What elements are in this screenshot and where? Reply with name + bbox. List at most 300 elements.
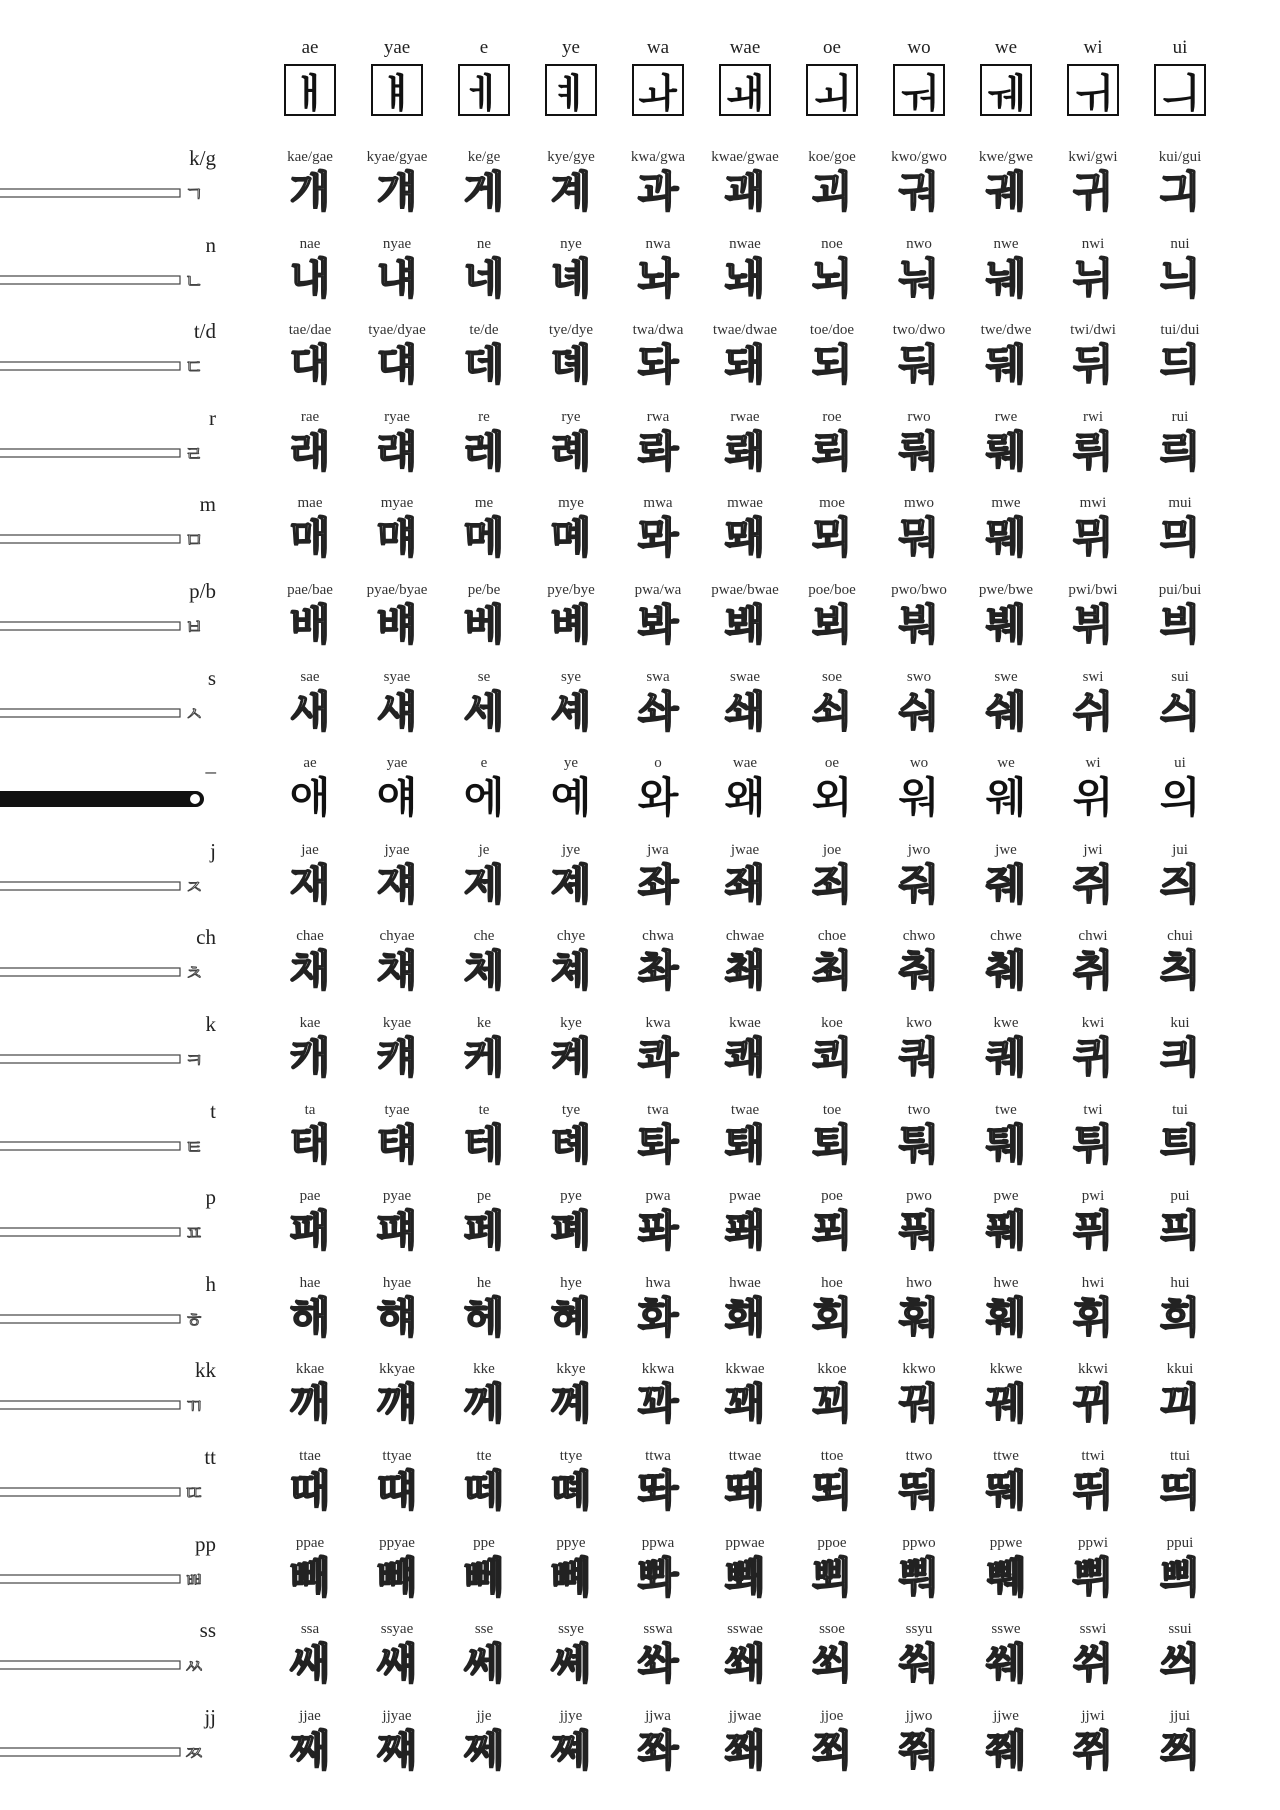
syllable-glyph: 즤 bbox=[1159, 859, 1201, 909]
syllable-glyph: 의 bbox=[1159, 773, 1201, 823]
syllable-romanization: nyae bbox=[382, 235, 412, 252]
syllable-glyph: 쎼 bbox=[550, 1639, 592, 1689]
syllable-cell bbox=[612, 1274, 704, 1344]
syllable-romanization: ssui bbox=[1168, 1621, 1192, 1638]
syllable-romanization: jwa bbox=[647, 841, 669, 858]
syllable-romanization: jjwae bbox=[728, 1707, 762, 1724]
syllable-cell bbox=[873, 927, 965, 997]
syllable-cell bbox=[1047, 754, 1139, 824]
syllable-cell bbox=[351, 148, 443, 218]
syllable-romanization: swa bbox=[646, 668, 670, 685]
syllable-cell bbox=[1134, 1274, 1226, 1344]
syllable-romanization: ssoe bbox=[819, 1621, 845, 1638]
syllable-cell bbox=[699, 148, 791, 218]
syllable-glyph: 뫼 bbox=[811, 513, 853, 563]
syllable-glyph: 좨 bbox=[724, 859, 766, 909]
syllable-romanization: pye bbox=[560, 1188, 582, 1205]
syllable-romanization: rwae bbox=[730, 408, 760, 425]
vowel-romanization: e bbox=[479, 37, 489, 58]
syllable-cell bbox=[699, 754, 791, 824]
syllable-romanization: toe bbox=[822, 1101, 842, 1118]
syllable-glyph: 뷔 bbox=[1072, 600, 1114, 649]
syllable-glyph: 띄 bbox=[1159, 1466, 1201, 1515]
syllable-glyph: 폐 bbox=[550, 1206, 592, 1256]
syllable-cell bbox=[1134, 927, 1226, 997]
syllable-cell bbox=[438, 235, 530, 305]
syllable-glyph: 매 bbox=[289, 513, 331, 563]
syllable-glyph: 쾌 bbox=[724, 1033, 766, 1082]
syllable-romanization: kke bbox=[473, 1361, 495, 1378]
syllable-romanization: twae/dwae bbox=[712, 322, 778, 339]
syllable-romanization: ppoe bbox=[817, 1534, 847, 1551]
syllable-romanization: pwe bbox=[993, 1188, 1019, 1205]
syllable-cell bbox=[1134, 668, 1226, 738]
consonant-bar bbox=[0, 1048, 214, 1070]
syllable-glyph: 뾔 bbox=[811, 1552, 853, 1602]
syllable-glyph: 채 bbox=[289, 946, 331, 996]
syllable-glyph: 싀 bbox=[1159, 686, 1201, 736]
syllable-romanization: pwo bbox=[906, 1188, 932, 1205]
syllable-cell bbox=[786, 408, 878, 478]
syllable-cell bbox=[960, 1187, 1052, 1257]
syllable-glyph: 킈 bbox=[1159, 1033, 1201, 1082]
syllable-glyph: 댸 bbox=[376, 340, 418, 390]
syllable-romanization: ppwae bbox=[725, 1534, 765, 1551]
syllable-romanization: choe bbox=[817, 928, 847, 945]
syllable-cell bbox=[264, 1447, 356, 1517]
vowel-romanization: oe bbox=[823, 37, 841, 58]
syllable-romanization: nye bbox=[560, 235, 582, 252]
syllable-cell bbox=[960, 321, 1052, 391]
consonant-bar bbox=[0, 1481, 214, 1503]
syllable-glyph: 끠 bbox=[1159, 1379, 1201, 1429]
syllable-cell bbox=[351, 1447, 443, 1517]
syllable-romanization: pwae bbox=[729, 1188, 761, 1205]
syllable-glyph: 쵀 bbox=[724, 946, 766, 996]
consonant-glyph: ㅆ bbox=[184, 1654, 204, 1677]
syllable-glyph: 꿰 bbox=[985, 1379, 1027, 1429]
consonant-glyph: ㅈ bbox=[184, 874, 204, 897]
syllable-cell bbox=[612, 235, 704, 305]
syllable-glyph: 뿨 bbox=[898, 1552, 940, 1602]
syllable-romanization: pui/bui bbox=[1158, 582, 1202, 598]
syllable-romanization: pui bbox=[1170, 1188, 1190, 1205]
syllable-glyph: 츼 bbox=[1159, 946, 1201, 996]
syllable-cell bbox=[873, 1534, 965, 1604]
syllable-glyph: 뤄 bbox=[898, 426, 940, 476]
syllable-romanization: mwa bbox=[643, 495, 673, 512]
syllable-cell bbox=[786, 1187, 878, 1257]
consonant-glyph: ㅂ bbox=[184, 615, 204, 637]
syllable-cell bbox=[873, 1014, 965, 1084]
consonant-label: m bbox=[199, 492, 216, 517]
syllable-cell bbox=[612, 1534, 704, 1604]
syllable-romanization: roe bbox=[822, 408, 842, 425]
syllable-glyph: 외 bbox=[811, 773, 853, 823]
syllable-romanization: rae bbox=[300, 408, 320, 425]
syllable-glyph: 쥐 bbox=[1072, 859, 1114, 909]
syllable-romanization: ppwe bbox=[989, 1534, 1023, 1551]
syllable-cell bbox=[438, 1101, 530, 1171]
syllable-romanization: pwae/bwae bbox=[711, 582, 779, 598]
syllable-glyph: 뙈 bbox=[724, 1466, 766, 1515]
syllable-romanization: kkwa bbox=[641, 1361, 675, 1378]
syllable-glyph: 줴 bbox=[985, 859, 1027, 909]
syllable-glyph: 레 bbox=[463, 426, 505, 476]
syllable-cell bbox=[873, 1707, 965, 1777]
syllable-romanization: jwo bbox=[907, 841, 931, 858]
syllable-cell bbox=[1047, 1534, 1139, 1604]
syllable-glyph: 뒈 bbox=[985, 340, 1027, 390]
syllable-romanization: ke/ge bbox=[467, 149, 501, 165]
syllable-cell bbox=[699, 235, 791, 305]
syllable-glyph: 태 bbox=[289, 1119, 331, 1169]
syllable-glyph: 패 bbox=[289, 1206, 331, 1256]
syllable-glyph: 뒤 bbox=[1072, 340, 1114, 390]
syllable-romanization: jyae bbox=[384, 841, 410, 858]
syllable-romanization: kkwe bbox=[989, 1361, 1023, 1378]
syllable-cell bbox=[525, 1187, 617, 1257]
syllable-glyph: 푀 bbox=[811, 1206, 853, 1256]
syllable-glyph: 쪠 bbox=[550, 1725, 592, 1775]
vowel-romanization: ui bbox=[1172, 37, 1188, 58]
syllable-cell bbox=[612, 668, 704, 738]
vowel-romanization: ae bbox=[301, 37, 319, 58]
syllable-glyph: 뭐 bbox=[898, 513, 940, 563]
syllable-romanization: toe/doe bbox=[809, 322, 855, 339]
syllable-cell bbox=[351, 494, 443, 564]
syllable-glyph: 퉤 bbox=[985, 1119, 1027, 1169]
syllable-cell bbox=[1134, 1534, 1226, 1604]
syllable-cell bbox=[438, 754, 530, 824]
syllable-romanization: poe/boe bbox=[808, 582, 856, 598]
syllable-romanization: ttwe bbox=[993, 1448, 1019, 1464]
syllable-romanization: nui bbox=[1170, 235, 1190, 252]
syllable-romanization: tyae/dyae bbox=[368, 322, 426, 339]
syllable-romanization: ttoe bbox=[820, 1448, 844, 1464]
syllable-glyph: 워 bbox=[898, 773, 940, 823]
consonant-bar bbox=[0, 1308, 214, 1330]
syllable-romanization: oe bbox=[824, 755, 840, 772]
syllable-glyph: 쟤 bbox=[376, 859, 418, 909]
syllable-romanization: ttae bbox=[299, 1448, 321, 1464]
syllable-glyph: 내 bbox=[289, 253, 331, 303]
syllable-cell bbox=[786, 494, 878, 564]
syllable-romanization: sye bbox=[561, 668, 581, 685]
syllable-glyph: 뢔 bbox=[724, 426, 766, 476]
syllable-cell bbox=[264, 494, 356, 564]
syllable-cell bbox=[351, 841, 443, 911]
syllable-romanization: kwe/gwe bbox=[978, 149, 1034, 165]
syllable-glyph: 대 bbox=[289, 340, 331, 390]
syllable-romanization: ttye bbox=[559, 1448, 583, 1464]
syllable-romanization: ne bbox=[476, 235, 492, 252]
syllable-cell bbox=[960, 841, 1052, 911]
syllable-cell bbox=[960, 754, 1052, 824]
syllable-romanization: kwo/gwo bbox=[891, 149, 947, 165]
vowel-romanization: wae bbox=[729, 37, 761, 58]
syllable-romanization: mwi bbox=[1079, 495, 1107, 512]
syllable-cell bbox=[438, 148, 530, 218]
vowel-romanization: yae bbox=[383, 37, 411, 58]
syllable-glyph: 테 bbox=[463, 1119, 505, 1169]
consonant-glyph: ㄸ bbox=[184, 1481, 204, 1503]
consonant-bar bbox=[0, 1135, 214, 1157]
consonant-bar bbox=[0, 702, 214, 724]
syllable-romanization: tui bbox=[1172, 1101, 1188, 1118]
syllable-glyph: 뺴 bbox=[376, 1552, 418, 1602]
syllable-cell bbox=[960, 494, 1052, 564]
syllable-cell bbox=[438, 1274, 530, 1344]
consonant-row bbox=[0, 1705, 1280, 1791]
syllable-cell bbox=[786, 927, 878, 997]
syllable-cell bbox=[1047, 1360, 1139, 1430]
syllable-romanization: sui bbox=[1171, 668, 1189, 685]
syllable-romanization: pae bbox=[299, 1188, 321, 1205]
syllable-romanization: ppyae bbox=[379, 1534, 415, 1551]
syllable-romanization: ssa bbox=[300, 1621, 320, 1638]
consonant-label: n bbox=[205, 232, 216, 257]
syllable-romanization: pwo/bwo bbox=[891, 582, 947, 598]
syllable-glyph: 똬 bbox=[637, 1466, 679, 1515]
syllable-cell bbox=[438, 1620, 530, 1690]
syllable-romanization: hyae bbox=[382, 1274, 412, 1291]
syllable-romanization: koe bbox=[821, 1015, 843, 1031]
vowel-jamo-box: ㅐ bbox=[284, 64, 336, 116]
syllable-glyph: 붜 bbox=[898, 600, 940, 649]
syllable-glyph: 뤠 bbox=[985, 426, 1027, 476]
vowel-header-wa bbox=[629, 36, 687, 116]
consonant-glyph: ㄹ bbox=[184, 441, 204, 464]
syllable-cell bbox=[786, 581, 878, 651]
syllable-cell bbox=[1047, 1620, 1139, 1690]
consonant-row bbox=[0, 1445, 1280, 1531]
consonant-glyph: ㅎ bbox=[184, 1307, 204, 1330]
syllable-romanization: kwi bbox=[1081, 1015, 1105, 1031]
syllable-romanization: twi/dwi bbox=[1070, 322, 1116, 339]
syllable-glyph: 헤 bbox=[463, 1292, 505, 1342]
syllable-romanization: ttwo bbox=[905, 1448, 933, 1464]
syllable-glyph: 쌔 bbox=[289, 1639, 331, 1689]
syllable-glyph: 계 bbox=[550, 167, 592, 216]
syllable-glyph: 켸 bbox=[550, 1033, 592, 1082]
syllable-romanization: koe/goe bbox=[808, 149, 856, 165]
syllable-cell bbox=[873, 841, 965, 911]
syllable-glyph: 과 bbox=[637, 167, 679, 216]
syllable-cell bbox=[873, 1101, 965, 1171]
syllable-glyph: 쫘 bbox=[637, 1725, 679, 1775]
syllable-glyph: 꽤 bbox=[724, 1379, 766, 1429]
syllable-glyph: 풔 bbox=[898, 1206, 940, 1256]
syllable-cell bbox=[1134, 1360, 1226, 1430]
syllable-glyph: 뙤 bbox=[811, 1466, 853, 1515]
syllable-romanization: jjyae bbox=[382, 1707, 412, 1724]
consonant-row bbox=[0, 579, 1280, 665]
syllable-glyph: 죄 bbox=[811, 859, 853, 909]
syllable-romanization: e bbox=[480, 755, 488, 772]
vowel-header-we bbox=[977, 36, 1035, 116]
syllable-romanization: me bbox=[474, 495, 494, 512]
syllable-glyph: 햬 bbox=[376, 1292, 418, 1342]
syllable-romanization: syae bbox=[383, 668, 411, 685]
consonant-row bbox=[0, 1532, 1280, 1618]
syllable-romanization: kye/gye bbox=[547, 149, 595, 165]
syllable-cell bbox=[525, 581, 617, 651]
consonant-row bbox=[0, 406, 1280, 492]
syllable-cell bbox=[873, 1620, 965, 1690]
syllable-cell bbox=[960, 1707, 1052, 1777]
syllable-romanization: wo bbox=[909, 755, 929, 772]
syllable-romanization: ppwo bbox=[902, 1534, 936, 1551]
syllable-romanization: jye bbox=[561, 841, 581, 858]
consonant-glyph: ㄷ bbox=[184, 355, 204, 378]
syllable-cell bbox=[438, 841, 530, 911]
syllable-cell bbox=[699, 927, 791, 997]
syllable-romanization: tte bbox=[476, 1448, 492, 1464]
syllable-romanization: te bbox=[478, 1101, 490, 1118]
syllable-glyph: 먜 bbox=[376, 513, 418, 563]
syllable-cell bbox=[873, 668, 965, 738]
vowel-jamo-box: ㅙ bbox=[719, 64, 771, 116]
syllable-cell bbox=[786, 1534, 878, 1604]
syllable-romanization: tyae bbox=[384, 1101, 410, 1118]
syllable-cell bbox=[612, 1447, 704, 1517]
syllable-glyph: 뵈 bbox=[811, 600, 853, 649]
syllable-glyph: 볘 bbox=[550, 600, 592, 649]
syllable-glyph: 쮀 bbox=[985, 1725, 1027, 1775]
syllable-glyph: 훼 bbox=[985, 1292, 1027, 1342]
syllable-romanization: sswe bbox=[991, 1621, 1021, 1638]
syllable-cell bbox=[612, 148, 704, 218]
syllable-cell bbox=[873, 754, 965, 824]
syllable-glyph: 째 bbox=[289, 1725, 331, 1775]
syllable-glyph: 퇘 bbox=[724, 1119, 766, 1169]
syllable-cell bbox=[351, 1014, 443, 1084]
syllable-glyph: 해 bbox=[289, 1292, 331, 1342]
consonant-row bbox=[0, 1099, 1280, 1185]
syllable-cell bbox=[873, 408, 965, 478]
syllable-glyph: 쏴 bbox=[637, 1639, 679, 1689]
syllable-romanization: he bbox=[476, 1274, 492, 1291]
syllable-glyph: 체 bbox=[463, 946, 505, 996]
syllable-glyph: 뫠 bbox=[724, 513, 766, 563]
syllable-cell bbox=[351, 581, 443, 651]
syllable-cell bbox=[873, 494, 965, 564]
consonant-bar bbox=[0, 528, 214, 550]
consonant-glyph: ㄴ bbox=[184, 268, 204, 291]
syllable-glyph: 뢰 bbox=[811, 426, 853, 476]
syllable-cell bbox=[351, 235, 443, 305]
syllable-glyph: 꺠 bbox=[376, 1379, 418, 1429]
syllable-romanization: twa bbox=[647, 1101, 669, 1118]
syllable-cell bbox=[699, 1274, 791, 1344]
syllable-romanization: mye bbox=[558, 495, 584, 512]
syllable-cell bbox=[1047, 927, 1139, 997]
syllable-cell bbox=[525, 1101, 617, 1171]
syllable-romanization: myae bbox=[380, 495, 414, 512]
syllable-cell bbox=[1134, 148, 1226, 218]
syllable-cell bbox=[1134, 1707, 1226, 1777]
syllable-cell bbox=[525, 408, 617, 478]
syllable-cell bbox=[1134, 1187, 1226, 1257]
syllable-romanization: ryae bbox=[384, 408, 410, 425]
syllable-romanization: swo bbox=[906, 668, 932, 685]
syllable-romanization: pyae bbox=[382, 1188, 412, 1205]
syllable-glyph: 턔 bbox=[376, 1119, 418, 1169]
syllable-romanization: kye bbox=[560, 1015, 582, 1031]
syllable-glyph: 쒸 bbox=[1072, 1639, 1114, 1689]
syllable-glyph: 귀 bbox=[1072, 167, 1114, 216]
syllable-cell bbox=[960, 1534, 1052, 1604]
consonant-label: ch bbox=[196, 925, 216, 950]
syllable-glyph: 쩨 bbox=[463, 1725, 505, 1775]
syllable-glyph: 롸 bbox=[637, 426, 679, 476]
consonant-label: k/g bbox=[189, 146, 216, 170]
syllable-glyph: 쇠 bbox=[811, 686, 853, 736]
syllable-romanization: moe bbox=[819, 495, 845, 512]
syllable-romanization: wi bbox=[1085, 755, 1101, 772]
syllable-glyph: 쇄 bbox=[724, 686, 766, 736]
syllable-romanization: pyae/byae bbox=[366, 582, 428, 598]
syllable-cell bbox=[699, 1707, 791, 1777]
syllable-glyph: 섀 bbox=[376, 686, 418, 736]
syllable-glyph: 뛔 bbox=[985, 1466, 1027, 1515]
consonant-row bbox=[0, 1358, 1280, 1444]
consonant-row bbox=[0, 1185, 1280, 1271]
consonant-label: s bbox=[207, 665, 216, 690]
syllable-romanization: jjye bbox=[559, 1707, 583, 1724]
syllable-cell bbox=[960, 1014, 1052, 1084]
syllable-romanization: pwi/bwi bbox=[1068, 582, 1118, 598]
syllable-glyph: 퐤 bbox=[724, 1206, 766, 1256]
syllable-cell bbox=[786, 668, 878, 738]
syllable-glyph: 쫴 bbox=[724, 1725, 766, 1775]
syllable-cell bbox=[525, 148, 617, 218]
syllable-romanization: hui bbox=[1170, 1274, 1190, 1291]
syllable-romanization: ppe bbox=[473, 1534, 495, 1551]
syllable-glyph: 께 bbox=[463, 1379, 505, 1429]
syllable-cell bbox=[351, 1101, 443, 1171]
syllable-cell bbox=[786, 1620, 878, 1690]
syllable-romanization: ppui bbox=[1166, 1534, 1194, 1551]
syllable-romanization: nwe bbox=[993, 235, 1019, 252]
vowel-header-ye bbox=[542, 36, 600, 116]
syllable-cell bbox=[351, 927, 443, 997]
consonant-row bbox=[0, 925, 1280, 1011]
syllable-romanization: ppye bbox=[556, 1534, 586, 1551]
syllable-glyph: 떼 bbox=[463, 1466, 505, 1515]
syllable-romanization: ssye bbox=[558, 1621, 584, 1638]
syllable-romanization: kui bbox=[1170, 1015, 1190, 1031]
syllable-glyph: 베 bbox=[463, 600, 505, 649]
syllable-glyph: 꼐 bbox=[550, 1379, 592, 1429]
syllable-cell bbox=[873, 1360, 965, 1430]
consonant-glyph: ㅅ bbox=[184, 701, 204, 724]
syllable-cell bbox=[1047, 1274, 1139, 1344]
syllable-cell bbox=[525, 235, 617, 305]
syllable-romanization: pe bbox=[476, 1188, 492, 1205]
syllable-cell bbox=[1047, 1187, 1139, 1257]
syllable-romanization: kkae bbox=[295, 1361, 325, 1378]
syllable-cell bbox=[1134, 321, 1226, 391]
syllable-cell bbox=[786, 1274, 878, 1344]
syllable-cell bbox=[960, 581, 1052, 651]
consonant-glyph: ㅍ bbox=[184, 1221, 204, 1244]
syllable-cell bbox=[264, 841, 356, 911]
syllable-romanization: swae bbox=[730, 668, 760, 685]
syllable-romanization: kui/gui bbox=[1158, 149, 1202, 165]
syllable-cell bbox=[264, 927, 356, 997]
